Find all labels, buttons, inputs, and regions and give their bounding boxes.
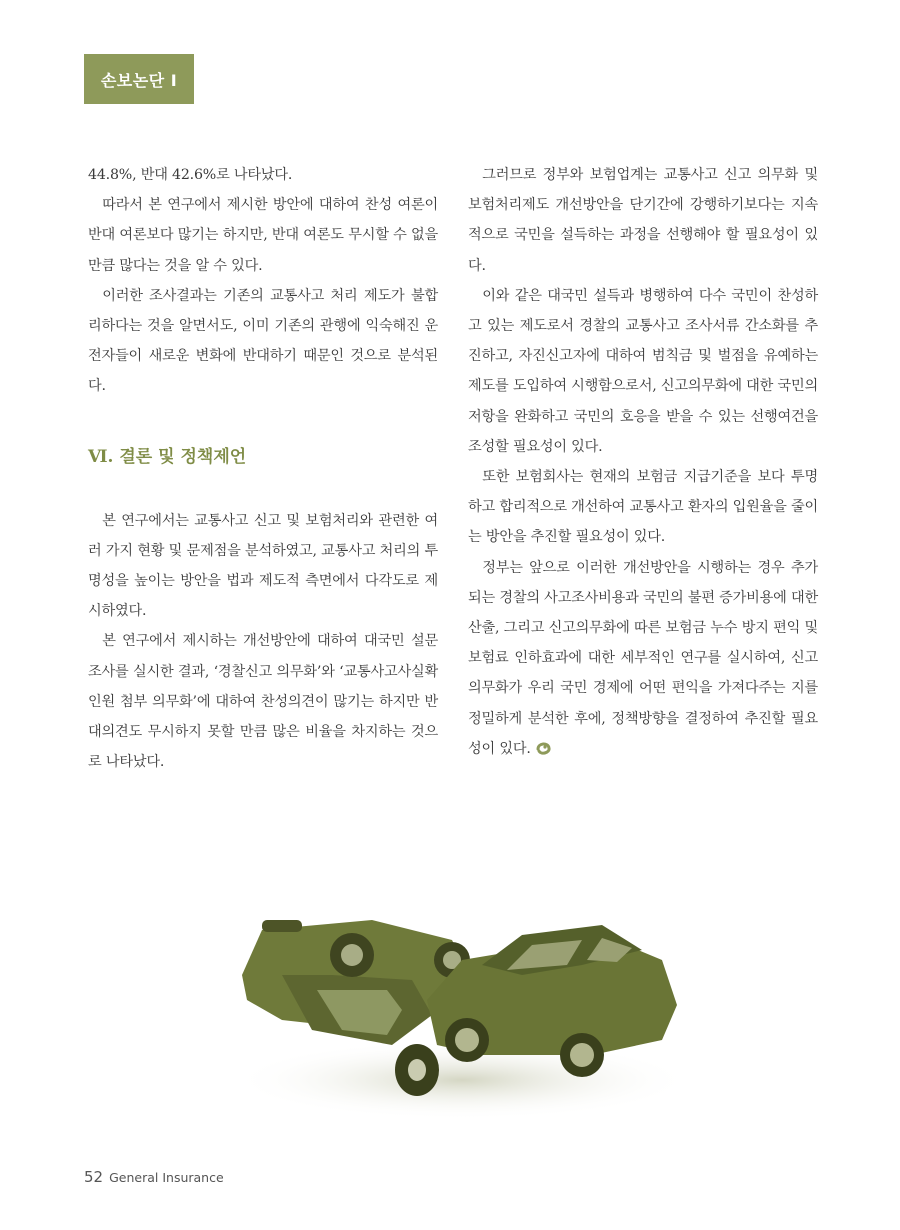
section-heading: Ⅵ. 결론 및 정책제언: [88, 446, 247, 467]
paragraph: 이러한 조사결과는 기존의 교통사고 처리 제도가 불합리하다는 것을 알면서도, 이미 기존의 관행에 익숙해진 운전자들이 새로운 변화에 반대하기 때문인 것으로 분석된다.: [88, 287, 438, 395]
paragraph-text: 정부는 앞으로 이러한 개선방안을 시행하는 경우 추가되는 경찰의 사고조사비용과 국민의 불편 증가비용에 대한 산출, 그리고 신고의무화에 따른 보험금 누수 방지 편익 및 보험료 인하효과에 대한 세부적인 연구를 실시하여, 신고의무화가 우리 국민 경제에 어떤 편익을 가져다주는 지를 정밀하게 분석한 후에, 정책방향을 결정하여 추진할 필요성이 있다.: [468, 559, 818, 757]
paragraph: 또한 보험회사는 현재의 보험금 지급기준을 보다 투명하고 합리적으로 개선하여 교통사고 환자의 입원율을 줄이는 방안을 추진할 필요성이 있다.: [468, 469, 818, 546]
paragraph: 따라서 본 연구에서 제시한 방안에 대하여 찬성 여론이 반대 여론보다 많기는 하지만, 반대 여론도 무시할 수 없을 만큼 많다는 것을 알 수 있다.: [88, 197, 438, 274]
paragraph: 44.8%, 반대 42.6%로 나타났다.: [88, 167, 293, 183]
car-crash-illustration: [222, 880, 692, 1170]
section-tag: 손보논단 Ⅰ: [84, 54, 194, 104]
publication-name: General Insurance: [109, 1170, 224, 1185]
end-mark-icon: [535, 740, 553, 756]
left-column: [88, 160, 438, 777]
paragraph: 그러므로 정부와 보험업계는 교통사고 신고 의무화 및 보험처리제도 개선방안을 단기간에 강행하기보다는 지속적으로 국민을 설득하는 과정을 선행해야 할 필요성이 있다.: [468, 167, 818, 274]
page-number: 52: [84, 1168, 104, 1186]
right-column: [468, 160, 818, 764]
paragraph: 본 연구에서는 교통사고 신고 및 보험처리와 관련한 여러 가지 현황 및 문제점을 분석하였고, 교통사고 처리의 투명성을 높이는 방안을 법과 제도적 측면에서 다각도로 제시하였다.: [88, 512, 438, 620]
paragraph: 본 연구에서 제시하는 개선방안에 대하여 대국민 설문조사를 실시한 결과, ‘경찰신고 의무화’와 ‘교통사고사실확인원 첨부 의무화’에 대하여 찬성의견이 많기는 하지만 반대의견도 무시하지 못할 만큼 많은 비율을 차지하는 것으로 나타났다.: [88, 633, 438, 771]
loose-tire-icon: [395, 1044, 439, 1096]
paragraph: 이와 같은 대국민 설득과 병행하여 다수 국민이 찬성하고 있는 제도로서 경찰의 교통사고 조사서류 간소화를 추진하고, 자진신고자에 대하여 범칙금 및 벌점을 유예하는 제도를 도입하여 시행함으로서, 신고의무화에 대한 국민의 저항을 완화하고 국민의 호응을 받을 수 있는 선행여건을 조성할 필요성이 있다.: [468, 287, 818, 455]
page-footer: [84, 1168, 224, 1186]
paragraph: [468, 553, 818, 764]
car-crash-photo: [222, 880, 692, 1170]
